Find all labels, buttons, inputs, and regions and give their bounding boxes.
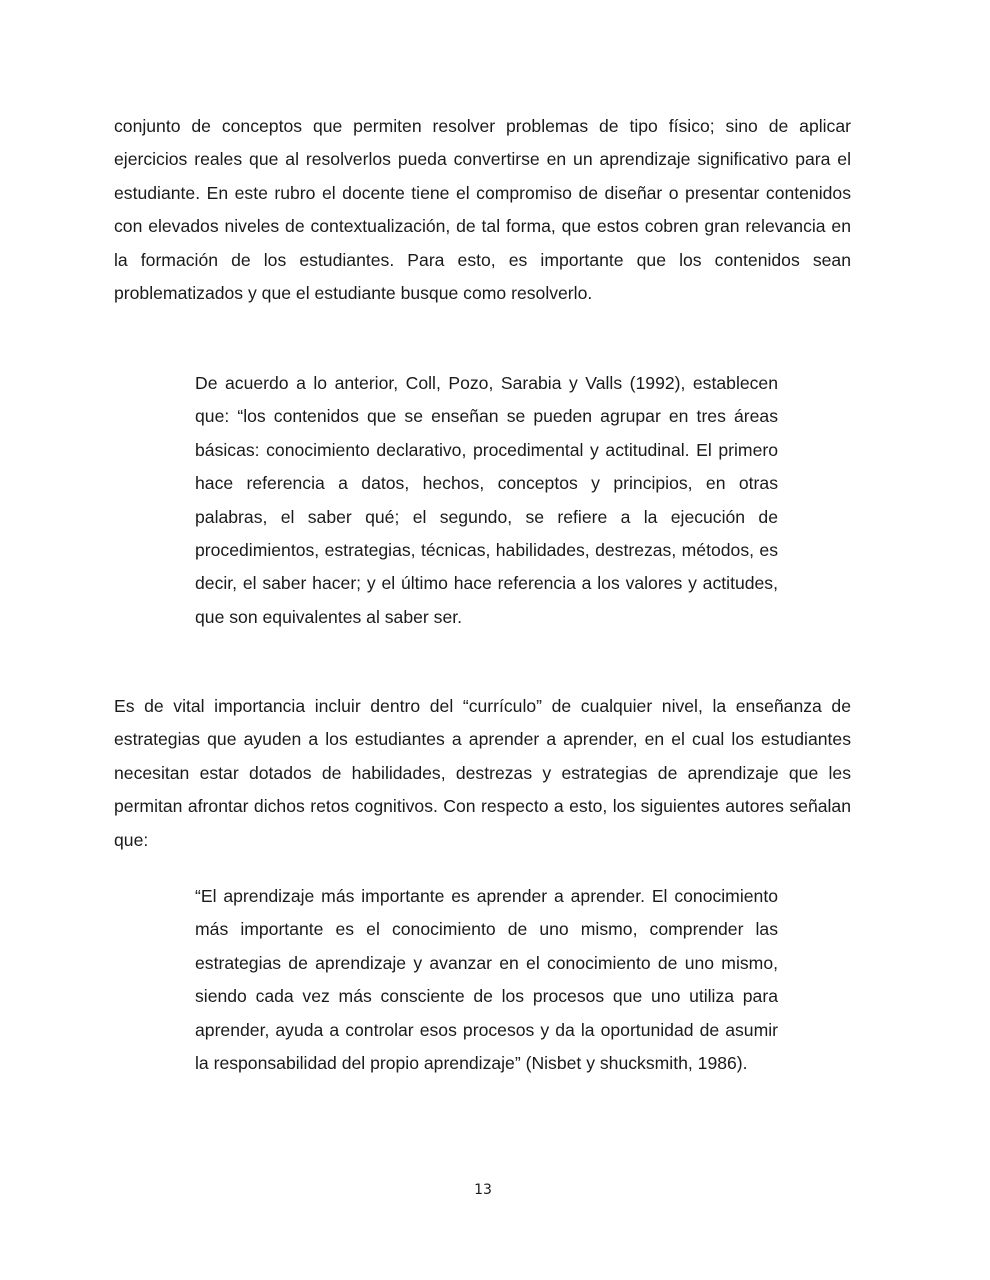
page-number: 13 bbox=[474, 1182, 492, 1198]
block-quote-2: “El aprendizaje más importante es aprender a aprender. El conocimiento más importante es el conocimiento de uno mismo, comprender las estrategias de aprendizaje y avanzar en el conocimiento de uno mismo, siendo cada vez más consciente de los procesos que uno utiliza para aprender, ayuda a controlar esos procesos y da la oportunidad de asumir la responsabilidad del propio aprendizaje” (Nisbet y shucksmith, 1986). bbox=[195, 886, 778, 1074]
body-paragraph-2: Es de vital importancia incluir dentro del “currículo” de cualquier nivel, la enseñanza de estrategias que ayuden a los estudiantes a aprender a aprender, en el cual los estudiantes necesitan estar dotados de habilidades, destrezas y estrategias de aprendizaje que les permitan afrontar dichos retos cognitivos. Con respecto a esto, los siguientes autores señalan que: bbox=[114, 696, 851, 850]
body-paragraph-1: conjunto de conceptos que permiten resolver problemas de tipo físico; sino de aplicar ejercicios reales que al resolverlos pueda convertirse en un aprendizaje significativo para el estudiante. En este rubro el docente tiene el compromiso de diseñar o presentar contenidos con elevados niveles de contextualización, de tal forma, que estos cobren gran relevancia en la formación de los estudiantes. Para esto, es importante que los contenidos sean problematizados y que el estudiante busque como resolverlo. bbox=[114, 116, 851, 304]
block-quote-1: De acuerdo a lo anterior, Coll, Pozo, Sarabia y Valls (1992), establecen que: “los contenidos que se enseñan se pueden agrupar en tres áreas básicas: conocimiento declarativo, procedimental y actitudinal. El primero hace referencia a datos, hechos, conceptos y principios, en otras palabras, el saber qué; el segundo, se refiere a la ejecución de procedimientos, estrategias, técnicas, habilidades, destrezas, métodos, es decir, el saber hacer; y el último hace referencia a los valores y actitudes, que son equivalentes al saber ser. bbox=[195, 373, 778, 627]
